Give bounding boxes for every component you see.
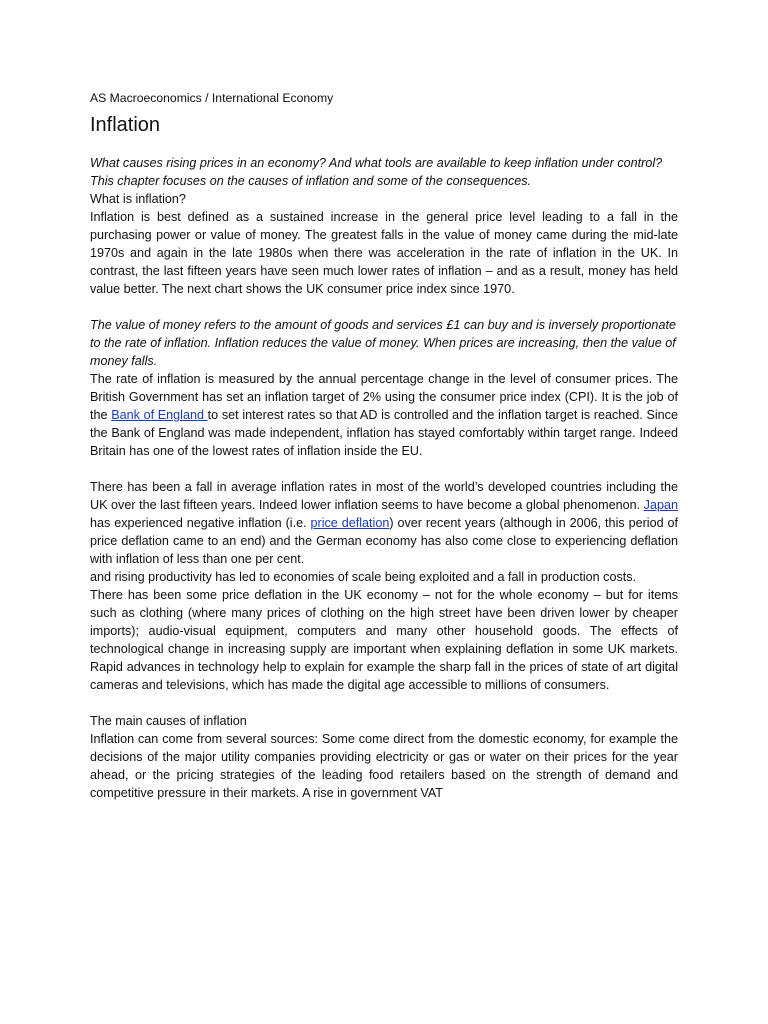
bank-of-england-link[interactable]: Bank of England — [111, 408, 208, 422]
subheading-what-is-inflation: What is inflation? — [90, 192, 186, 206]
course-label: AS Macroeconomics / International Economy — [90, 91, 334, 105]
causes-paragraph: Inflation can come from several sources: Some come direct from the domestic economy, for example the decisions of the major utility companies providing electricity or gas or water on their prices for the year ahead, or the pricing strategies of the leading food retailers based on the strength of demand and competitive pressure in their markets. A rise in government VAT — [90, 732, 678, 800]
value-of-money-note: The value of money refers to the amount of goods and services £1 can buy and is inversely proportionate to the rate of inflation. Inflation reduces the value of money. When prices are increasing, then the value of money falls. — [90, 318, 676, 368]
intro-paragraph: What causes rising prices in an economy? And what tools are available to keep inflation under control? This chapter focuses on the causes of inflation and some of the consequences. — [90, 156, 663, 188]
productivity-paragraph: and rising productivity has led to economies of scale being exploited and a fall in production costs. — [90, 570, 637, 584]
measurement-paragraph: The rate of inflation is measured by the annual percentage change in the level of consumer prices. The British Government has set an inflation target of 2% using the consumer price index (CPI). It is the job of the Bank of England to set interest rates so that AD is controlled and the inflation target is reached. Since the Bank of England was made independent, inflation has stayed comfortably within target range. Indeed Britain has one of the lowest rates of inflation inside the EU. — [90, 372, 678, 458]
page-title: Inflation — [90, 114, 161, 136]
uk-deflation-paragraph: There has been some price deflation in the UK economy – not for the whole economy – but for items such as clothing (where many prices of clothing on the high street have been driven lower by cheaper imports); audio-visual equipment, computers and many other household goods. The effects of technological change in increasing supply are important when explaining deflation in some UK markets. Rapid advances in technology help to explain for example the sharp fall in the prices of state of art digital cameras and televisions, which has made the digital age accessible to millions of consumers. — [90, 588, 678, 692]
price-deflation-link[interactable]: price deflation — [310, 516, 390, 530]
causes-heading: The main causes of inflation — [90, 714, 247, 728]
spacer — [90, 460, 678, 478]
spacer — [90, 694, 678, 712]
japan-link[interactable]: Japan — [643, 498, 678, 512]
document-page — [90, 90, 678, 802]
spacer — [90, 298, 678, 316]
global-inflation-paragraph: There has been a fall in average inflation rates in most of the world’s developed countries including the UK over the last fifteen years. Indeed lower inflation seems to have become a global phenomenon. Japan has experienced negative inflation (i.e. price deflation) over recent years (although in 2006, this period of price deflation came to an end) and the German economy has also come close to experiencing deflation with inflation of less than one per cent. — [90, 480, 678, 566]
definition-paragraph: Inflation is best defined as a sustained increase in the general price level leading to a fall in the purchasing power or value of money. The greatest falls in the value of money came during the mid-late 1970s and again in the late 1980s when there was acceleration in the rate of inflation in the UK. In contrast, the last fifteen years have seen much lower rates of inflation – and as a result, money has held value better. The next chart shows the UK consumer price index since 1970. — [90, 210, 678, 296]
